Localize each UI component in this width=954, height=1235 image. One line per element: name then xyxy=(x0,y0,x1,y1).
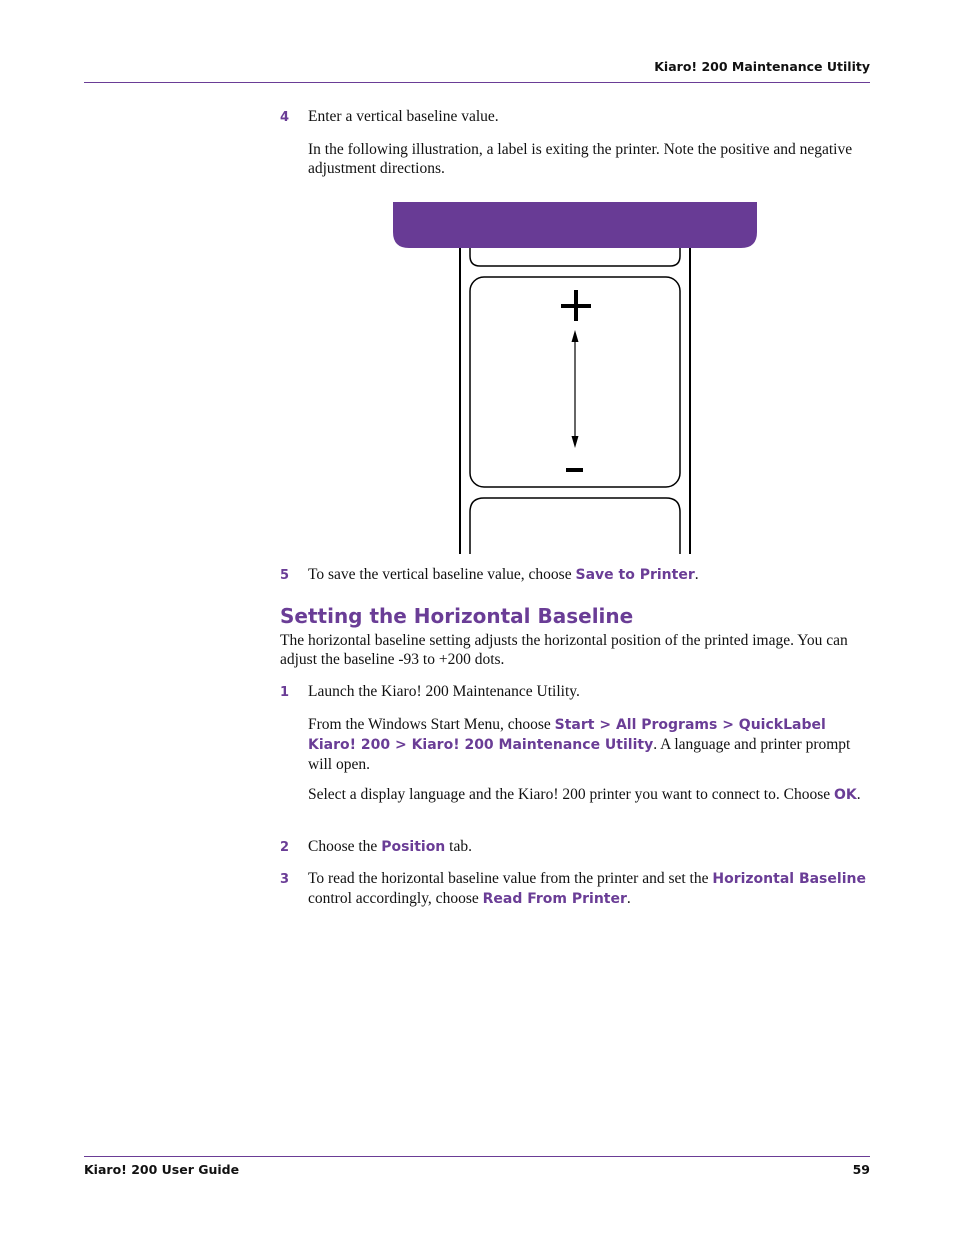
step-number: 5 xyxy=(280,568,290,583)
step-text-suffix: . xyxy=(626,890,631,907)
running-header-title: Kiaro! 200 Maintenance Utility xyxy=(654,59,870,74)
horizontal-baseline-ui-label: Horizontal Baseline xyxy=(712,871,866,887)
step-text: Launch the Kiaro! 200 Maintenance Utility. xyxy=(308,683,580,700)
step-text-suffix: . xyxy=(694,566,699,583)
step-number: 3 xyxy=(280,872,290,887)
label-diagram xyxy=(390,200,760,558)
page-number: 59 xyxy=(852,1162,870,1177)
label-next xyxy=(470,498,680,554)
section-heading: Setting the Horizontal Baseline xyxy=(280,604,634,628)
step-subtext xyxy=(308,715,870,774)
subtext-prefix: From the Windows Start Menu, choose xyxy=(308,716,555,733)
position-tab-ui-label: Position xyxy=(381,839,446,855)
section-intro: The horizontal baseline setting adjusts the horizontal position of the printed image. You can adjust the baseline -93 to +200 dots. xyxy=(280,632,848,668)
header-rule xyxy=(84,82,870,83)
step-text xyxy=(308,869,870,909)
step-text xyxy=(308,837,870,857)
step-text: Enter a vertical baseline value. xyxy=(308,108,499,125)
label-exit-figure xyxy=(390,200,760,558)
step-number: 4 xyxy=(280,110,290,125)
read-from-printer-ui-label: Read From Printer xyxy=(482,891,627,907)
step-text-prefix: To read the horizontal baseline value from the printer and set the xyxy=(308,870,713,887)
step-text-prefix: Choose the xyxy=(308,838,382,855)
step-subtext xyxy=(308,785,870,805)
ok-ui-label: OK xyxy=(834,787,857,803)
negative-direction-icon xyxy=(566,468,583,472)
save-to-printer-ui-label: Save to Printer xyxy=(575,567,695,583)
subtext-prefix: Select a display language and the Kiaro! 200 printer you want to connect to. Choose xyxy=(308,786,834,803)
start-menu-path-ui-label: Start > All Programs > QuickLabel Kiaro! 200 > Kiaro! 200 Maintenance Utility xyxy=(308,717,826,753)
subtext-suffix: . xyxy=(856,786,861,803)
step-text-suffix: tab. xyxy=(445,838,472,855)
label-previous xyxy=(470,246,680,266)
illustration-intro: In the following illustration, a label is exiting the printer. Note the positive and negative adjustment directions. xyxy=(308,141,853,177)
step-text xyxy=(308,565,870,585)
printer-exit-bar xyxy=(393,202,757,248)
footer-guide-title: Kiaro! 200 User Guide xyxy=(84,1162,240,1177)
step-number: 1 xyxy=(280,685,290,700)
step-text-middle: control accordingly, choose xyxy=(308,890,483,907)
subtext-suffix: . A language and printer prompt will open. xyxy=(308,736,851,773)
footer-rule xyxy=(84,1156,870,1157)
step-text-prefix: To save the vertical baseline value, choose xyxy=(308,566,576,583)
step-number: 2 xyxy=(280,840,290,855)
